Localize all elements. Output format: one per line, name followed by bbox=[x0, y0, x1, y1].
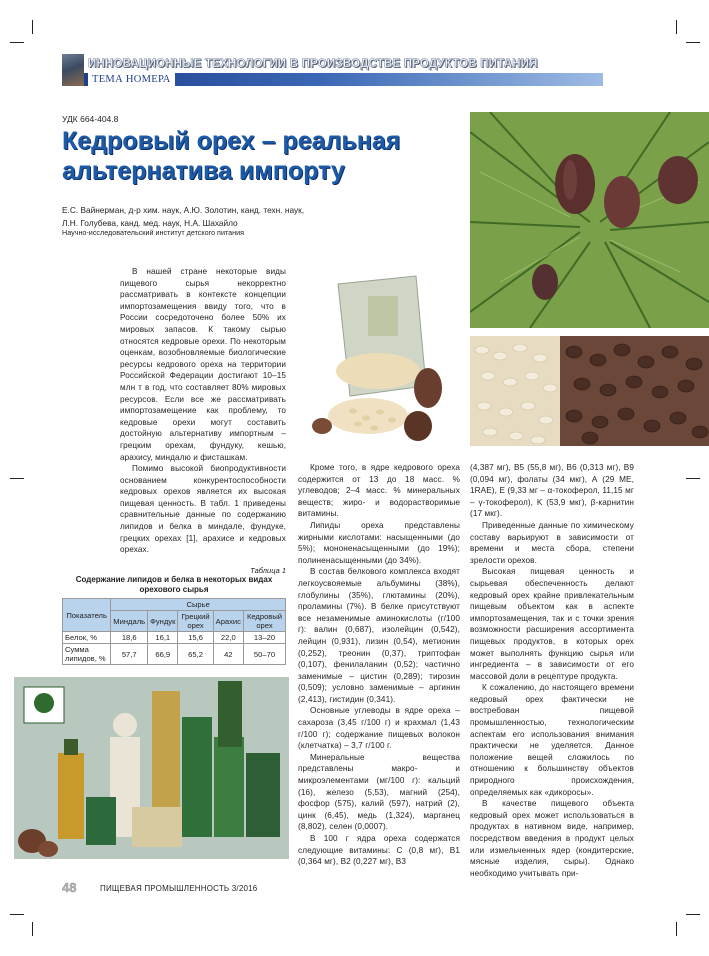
nut-package-photo bbox=[298, 266, 458, 450]
table-cell: 65,2 bbox=[178, 644, 213, 665]
paragraph: К сожалению, до настоящего времени кедровый орех фактически не востребован пищевой промышленностью, технологическим аспектам его использования внимания практически не уделяется. Данное положение вещей сложилось по отношению к большинству объектов природного происхождения, определяемых как «дикоросы». bbox=[470, 683, 634, 797]
pine-nuts-illustration bbox=[470, 336, 709, 446]
table-row bbox=[63, 644, 286, 665]
crop-mark bbox=[676, 922, 677, 936]
table-cell: 50–70 bbox=[243, 644, 285, 665]
paragraph: (4,387 мг), B5 (55,8 мг), B6 (0,313 мг), B9 (0,094 мг), фолаты (34 мкг), А (29 МЕ, 1RAE), Е (9,33 мг – α-токоферол, 11,15 мг – γ-токоферол), K (53,9 мкг), β-карнитин (17 мкг). bbox=[470, 463, 634, 519]
table-title: Содержание липидов и белка в некоторых видах орехового сырья bbox=[75, 575, 273, 594]
table-cell: 16,1 bbox=[148, 632, 178, 644]
crop-mark bbox=[676, 20, 677, 34]
table-caption: Таблица 1 bbox=[250, 566, 286, 575]
article-title: Кедровый орех – реальная альтернатива импорту bbox=[62, 127, 401, 185]
udk-code: УДК 664-404.8 bbox=[62, 114, 119, 124]
pine-cones-photo bbox=[470, 112, 709, 328]
paragraph: В качестве пищевого объекта кедровый орех может использоваться в продуктах в нативном виде, например, посредством введения в продукт целых или измельченных ядер (кондитерские, мясные изделия, сыры). Однако необходимо учитывать при- bbox=[470, 799, 634, 878]
paragraph: Минеральные вещества представлены макро- и микроэлементами (мг/100 г): кальций (16), железо (5,53), магний (254), фосфор (575), калий (597), натрий (2), цинк (6,45), медь (1,324), марганец (8,802), селен (0,0007). bbox=[298, 752, 460, 832]
table-cell: 22,0 bbox=[213, 632, 243, 644]
group-header: Сырье bbox=[111, 599, 286, 611]
paragraph: Помимо высокой биопродуктивности основанием конкурентоспособности кедровых орехов является их высокая пищевая ценность. В табл. 1 приведены сравнительные данные по содержанию липидов и белка в миндале, фундуке, грецких орехах [1], арахисе и кедровых орехах. bbox=[120, 464, 286, 555]
table-row bbox=[63, 632, 286, 644]
paragraph: В состав белкового комплекса входят легкоусвояемые альбумины (38%), глобулины (35%), глютамины (20%), проламины (7%). В белке присутствуют все незаменимые аминокислоты (г/100 г): валин (0,687), изолейцин (0,542), лейцин (0,931), лизин (0,54), метионин (0,252), треонин (0,37), триптофан (0,107), фенилаланин (0,52); частично заменимые – цистин (0,289); тирозин (0,509); условно заменимые – аргинин (2,413), гистидин (0,341). bbox=[298, 567, 460, 704]
crop-mark bbox=[686, 478, 700, 479]
running-header: ИННОВАЦИОННЫЕ ТЕХНОЛОГИИ В ПРОИЗВОДСТВЕ ПРОДУКТОВ ПИТАНИЯ bbox=[88, 58, 538, 70]
paragraph: Приведенные данные по химическому составу варьируют в зависимости от времени и места сбора, степени зрелости орехов. bbox=[470, 520, 634, 565]
authors-line-1: Е.С. Вайнерман, д-р хим. наук, А.Ю. Золотин, канд. техн. наук, bbox=[62, 205, 305, 215]
pine-nuts-photo bbox=[470, 336, 709, 446]
products-illustration bbox=[14, 677, 289, 859]
crop-mark bbox=[686, 914, 700, 915]
crop-mark bbox=[10, 914, 24, 915]
page-number: 48 bbox=[62, 880, 77, 895]
section-label: ТЕМА НОМЕРА bbox=[88, 73, 175, 86]
crop-mark bbox=[32, 20, 33, 34]
column-header: Кедровый орех bbox=[243, 611, 285, 632]
column-header: Миндаль bbox=[111, 611, 148, 632]
paragraph: Липиды ореха представлены жирными кислотами: насыщенными (до 5%); мононенасыщенными (до 19%); полиненасыщенными (до 34%). bbox=[298, 520, 460, 565]
paragraph: Высокая пищевая ценность и сырьевая обеспеченность делают кедровый орех крайне привлекательным пищевым объектом как в аспекте импортозамещения, так и с точки зрения возможности расширения ассортимента пищевых продуктов, в которых орех может выполнять функцию сырья или ингредиента – в зависимости от его массовой доли в рецептуре продукта. bbox=[470, 567, 634, 681]
crop-mark bbox=[32, 922, 33, 936]
authors-line-2: Л.Н. Голубева, канд. мед. наук, Н.А. Шахайло bbox=[62, 217, 238, 228]
column-header: Фундук bbox=[148, 611, 178, 632]
table-cell: 42 bbox=[213, 644, 243, 665]
paragraph: В нашей стране некоторые виды пищевого сырья некорректно рассматривать в контексте концепции импортозамещения ввиду того, что в России сосредоточено более 50% их мировых запасов. К такому сырью относятся кедровые орехи. По некоторым оценкам, возобновляемые биологические ресурсы кедрового ореха на территории Российской Федерации достигают 10–15 млн т в год, что составляет 80% мировых ресурсов. Если все же рассматривать импортозамещение как проблему, то кедровые орехи могут составить достойную альтернативу импортным – грецким орехам, фундуку, кешью, арахису, миндалю и фисташкам. bbox=[120, 267, 286, 462]
products-photo bbox=[14, 677, 289, 859]
column-header: Грецкий орех bbox=[178, 611, 213, 632]
text-column-1 bbox=[120, 266, 286, 556]
text-column-2 bbox=[298, 462, 460, 868]
journal-footer: ПИЩЕВАЯ ПРОМЫШЛЕННОСТЬ 3/2016 bbox=[100, 884, 258, 893]
crop-mark bbox=[10, 42, 24, 43]
header-thumbnail bbox=[62, 54, 84, 86]
table-cell: 57,7 bbox=[111, 644, 148, 665]
institute: Научно-исследовательский институт детского питания bbox=[62, 228, 245, 237]
table-cell: 15,6 bbox=[178, 632, 213, 644]
indicator-header: Показатель bbox=[63, 599, 111, 632]
paragraph: Основные углеводы в ядре ореха – сахароза (3,45 г/100 г) и крахмал (1,43 г/100 г); содержание пищевых волокон (клетчатка) – 3,7 г/100 г. bbox=[298, 706, 460, 751]
lipid-protein-table bbox=[62, 598, 286, 665]
row-label: Белок, % bbox=[63, 632, 111, 644]
crop-mark bbox=[10, 478, 24, 479]
table-cell: 66,9 bbox=[148, 644, 178, 665]
pine-cones-illustration bbox=[470, 112, 709, 328]
authors bbox=[62, 204, 462, 229]
paragraph: В 100 г ядра ореха содержатся следующие витамины: С (0,8 мг), B1 (0,364 мг), B2 (0,227 мг), B3 bbox=[298, 834, 460, 867]
crop-mark bbox=[686, 42, 700, 43]
text-column-3 bbox=[470, 462, 634, 879]
table-cell: 18,6 bbox=[111, 632, 148, 644]
row-label: Сумма липидов, % bbox=[63, 644, 111, 665]
table-cell: 13–20 bbox=[243, 632, 285, 644]
column-header: Арахис bbox=[213, 611, 243, 632]
nut-package-illustration bbox=[298, 266, 458, 450]
paragraph: Кроме того, в ядре кедрового ореха содержится от 13 до 18 масс. % углеводов; 2–4 масс. % минеральных веществ; жиро- и водорастворимые витамины. bbox=[298, 463, 460, 519]
